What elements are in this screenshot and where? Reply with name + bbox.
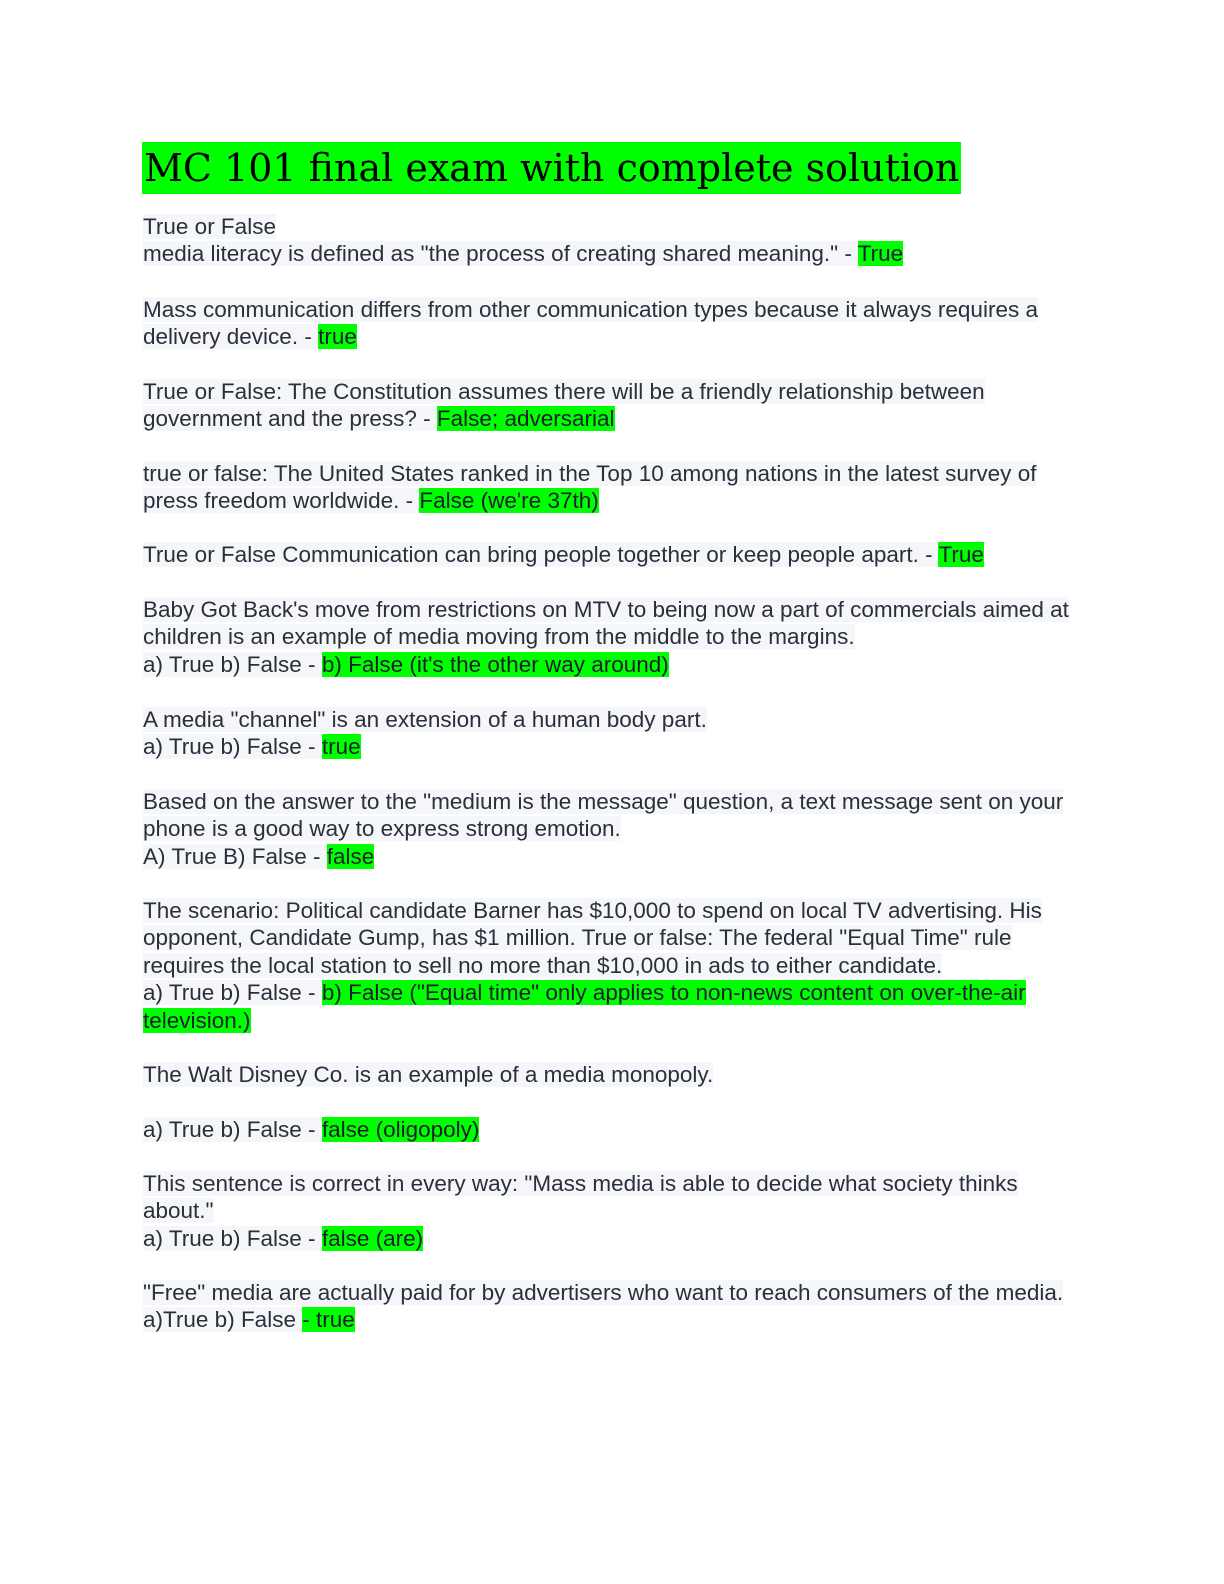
qa-item (143, 596, 1083, 678)
question-text: This sentence is correct in every way: "Mass media is able to decide what society thinks about." a) True b) False - (143, 1171, 1018, 1251)
question-text: Baby Got Back's move from restrictions on MTV to being now a part of commercials aimed at children is an example of media moving from the middle to the margins. a) True b) False - (143, 597, 1069, 677)
question-text: True or False media literacy is defined as "the process of creating shared meaning." - (143, 214, 858, 267)
question-text: Based on the answer to the "medium is the message" question, a text message sent on your phone is a good way to express strong emotion. A) True B) False - (143, 789, 1064, 869)
qa-item (143, 541, 1083, 568)
qa-item (143, 296, 1083, 351)
answer-highlight: b) False ("Equal time" only applies to non-news content on over-the-air television.) (143, 980, 1026, 1033)
qa-item (143, 1061, 1083, 1143)
question-text: The Walt Disney Co. is an example of a media monopoly. a) True b) False - (143, 1062, 714, 1142)
answer-highlight: True (857, 241, 904, 267)
answer-highlight: b) False (it's the other way around) (321, 651, 669, 677)
answer-highlight: true (318, 324, 357, 350)
answer-highlight: false (are) (321, 1225, 424, 1251)
question-text: True or False: The Constitution assumes there will be a friendly relationship between government and the press? - (143, 379, 985, 432)
question-text: Mass communication differs from other communication types because it always requires a delivery device. - (143, 297, 1038, 350)
answer-highlight: True (938, 542, 984, 567)
answer-highlight: - true (302, 1307, 355, 1333)
qa-item (143, 460, 1083, 515)
qa-item (143, 897, 1083, 1034)
answer-highlight: false (oligopoly) (321, 1116, 480, 1142)
question-text: A media "channel" is an extension of a human body part. a) True b) False - (143, 707, 707, 760)
answer-highlight: False; adversarial (436, 406, 615, 432)
document-title: MC 101 final exam with complete solution (142, 142, 961, 194)
question-text: The scenario: Political candidate Barner has $10,000 to spend on local TV advertising. His opponent, Candidate Gump, has $1 million. True or false: The federal "Equal Time" rule requires the local station to sell no more than $10,000 in ads to either candidate. a) True b) False - (143, 898, 1042, 1006)
qa-item (143, 213, 1083, 268)
qa-item (143, 788, 1083, 870)
question-text: "Free" media are actually paid for by advertisers who want to reach consumers of the media. a)True b) False (143, 1280, 1064, 1333)
qa-item (143, 1170, 1083, 1252)
qa-item (143, 378, 1083, 433)
qa-item (143, 1279, 1083, 1334)
question-text: true or false: The United States ranked in the Top 10 among nations in the latest survey of press freedom worldwide. - (143, 461, 1037, 514)
answer-highlight: true (321, 734, 361, 760)
answer-highlight: false (326, 843, 375, 869)
answer-highlight: False (we're 37th) (419, 488, 599, 514)
qa-item (143, 706, 1083, 761)
question-text: True or False Communication can bring people together or keep people apart. - (143, 542, 939, 567)
